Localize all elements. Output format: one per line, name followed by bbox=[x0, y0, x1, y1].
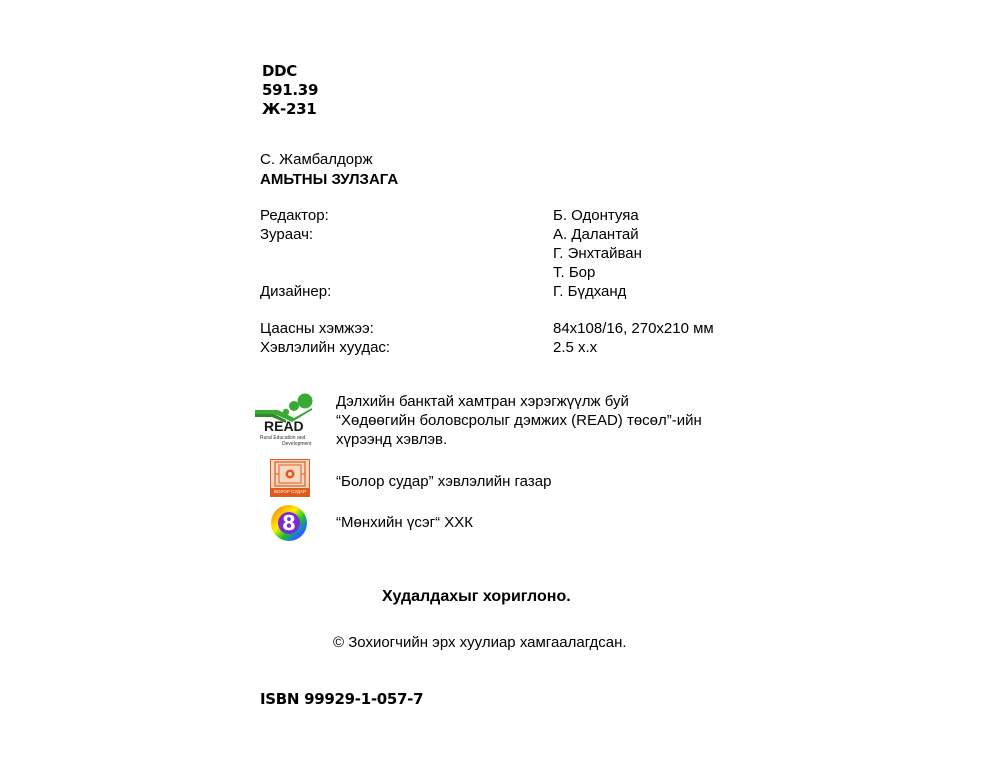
svg-text:8: 8 bbox=[282, 511, 296, 535]
spec-label: Хэвлэлийн хуудас: bbox=[260, 339, 391, 356]
monkh-text: “Мөнхийн үсэг“ ХХК bbox=[336, 514, 474, 531]
credit-value: А. Далантай bbox=[553, 226, 639, 243]
credit-label: Зураач: bbox=[260, 226, 314, 243]
spec-label: Цаасны хэмжээ: bbox=[260, 320, 374, 337]
spec-value: 2.5 х.х bbox=[553, 339, 598, 356]
credit-value: Б. Одонтуяа bbox=[553, 207, 639, 224]
spec-value: 84x108/16, 270x210 мм bbox=[553, 320, 714, 337]
read-line: “Хөдөөгийн боловсролыг дэмжих (READ) төсөл”-ийн bbox=[336, 412, 702, 429]
read-logo bbox=[252, 390, 320, 448]
ddc-code: Ж-231 bbox=[262, 100, 317, 118]
ddc-label: DDC bbox=[262, 62, 298, 80]
read-logo-text: READ bbox=[264, 418, 304, 434]
ddc-number: 591.39 bbox=[262, 81, 319, 99]
credit-label: Редактор: bbox=[260, 207, 329, 224]
bolor-sudar-logo bbox=[270, 459, 310, 497]
read-line: хүрээнд хэвлэв. bbox=[336, 431, 448, 448]
read-logo-subtext: Development bbox=[282, 441, 312, 447]
credit-value: Г. Энхтайван bbox=[553, 245, 642, 262]
credit-label: Дизайнер: bbox=[260, 283, 332, 300]
bolor-logo-text: БОЛОР СУДАР bbox=[271, 488, 309, 496]
copyright-notice: © Зохиогчийн эрх хуулиар хамгаалагдсан. bbox=[333, 634, 627, 651]
credit-value: Т. Бор bbox=[553, 264, 596, 281]
book-title: АМЬТНЫ ЗУЛЗАГА bbox=[260, 171, 399, 188]
read-line: Дэлхийн банктай хамтран хэрэгжүүлж буй bbox=[336, 393, 629, 410]
rainbow-letter-icon bbox=[270, 504, 308, 542]
bolor-emblem-icon bbox=[271, 460, 309, 488]
bolor-text: “Болор судар” хэвлэлийн газар bbox=[336, 473, 552, 490]
isbn: ISBN 99929-1-057-7 bbox=[260, 690, 424, 708]
sales-prohibited-notice: Худалдахыг хориглоно. bbox=[382, 588, 571, 605]
author: С. Жамбалдорж bbox=[260, 151, 373, 168]
credit-value: Г. Бүдханд bbox=[553, 283, 627, 300]
read-logo-subtext: Rural Education and bbox=[260, 435, 306, 441]
monkh-useg-logo bbox=[270, 504, 308, 542]
